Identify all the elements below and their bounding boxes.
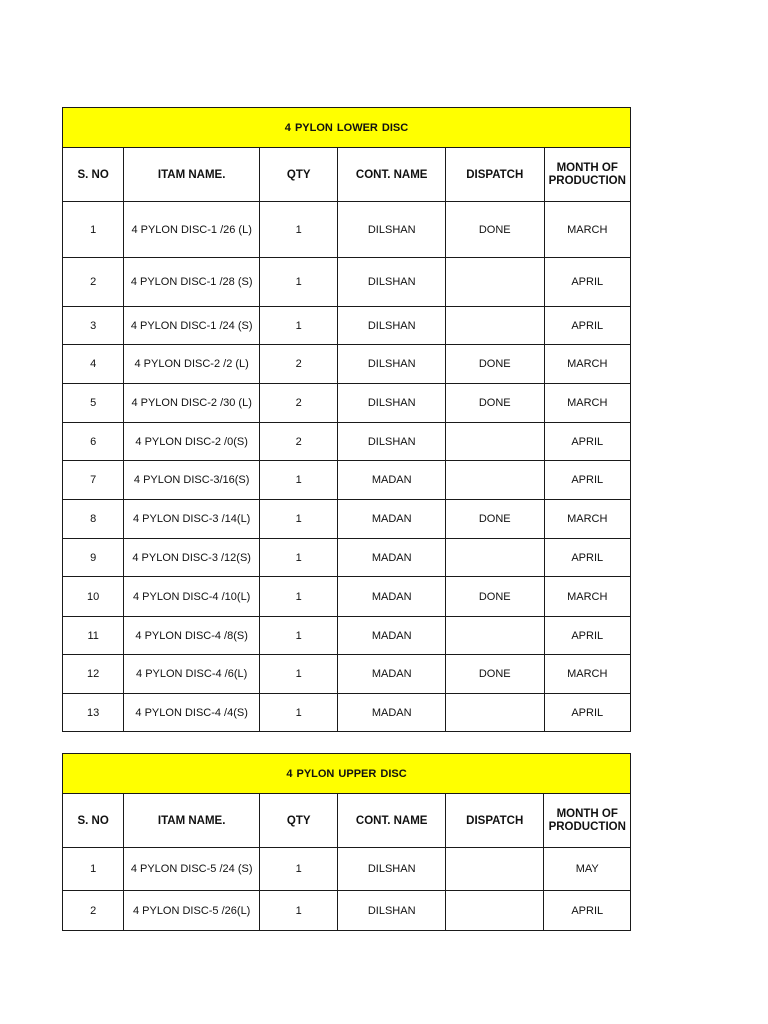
qty-cell[interactable]: 1 <box>260 307 338 345</box>
dispatch-cell[interactable]: DONE <box>445 345 544 384</box>
lower-disc-body <box>63 108 631 732</box>
dispatch-cell[interactable] <box>445 539 544 577</box>
month-cell[interactable]: MARCH <box>544 202 631 258</box>
dispatch-cell[interactable] <box>445 617 544 655</box>
month-cell[interactable]: APRIL <box>544 617 631 655</box>
header-dispatch[interactable]: DISPATCH <box>445 148 544 202</box>
item-name-cell[interactable]: 4 PYLON DISC-3/16(S) <box>124 461 260 500</box>
table-row <box>63 891 631 931</box>
item-name-cell[interactable]: 4 PYLON DISC-3 /12(S) <box>124 539 260 577</box>
upper-disc-body <box>63 754 631 931</box>
month-cell[interactable]: APRIL <box>544 307 631 345</box>
sno-cell[interactable]: 9 <box>63 539 124 577</box>
month-cell[interactable]: APRIL <box>544 539 631 577</box>
cont-name-cell[interactable]: MADAN <box>338 500 446 539</box>
cont-name-cell[interactable]: DILSHAN <box>338 258 446 307</box>
table-row <box>63 307 631 345</box>
header-sno[interactable]: S. NO <box>63 148 124 202</box>
table-row <box>63 617 631 655</box>
header-item-name[interactable]: ITAM NAME. <box>124 794 260 848</box>
dispatch-cell[interactable]: DONE <box>445 384 544 423</box>
sno-cell[interactable]: 4 <box>63 345 124 384</box>
qty-cell[interactable]: 1 <box>260 500 338 539</box>
cont-name-cell[interactable]: DILSHAN <box>338 307 446 345</box>
cont-name-cell[interactable]: MADAN <box>338 655 446 694</box>
cont-name-cell[interactable]: DILSHAN <box>338 848 446 891</box>
month-cell[interactable]: MARCH <box>544 655 631 694</box>
cont-name-cell[interactable]: MADAN <box>338 577 446 617</box>
month-cell[interactable]: APRIL <box>544 891 631 931</box>
dispatch-cell[interactable] <box>445 694 544 732</box>
table-title-row <box>63 108 631 148</box>
month-cell[interactable]: MAY <box>544 848 631 891</box>
table-row <box>63 655 631 694</box>
sno-cell[interactable]: 2 <box>63 891 124 931</box>
qty-cell[interactable]: 1 <box>260 694 338 732</box>
qty-cell[interactable]: 2 <box>260 423 338 461</box>
item-name-cell[interactable]: 4 PYLON DISC-2 /30 (L) <box>124 384 260 423</box>
item-name-cell[interactable]: 4 PYLON DISC-2 /0(S) <box>124 423 260 461</box>
sno-cell[interactable]: 7 <box>63 461 124 500</box>
dispatch-cell[interactable]: DONE <box>445 577 544 617</box>
header-qty[interactable]: QTY <box>260 148 338 202</box>
qty-cell[interactable]: 2 <box>260 384 338 423</box>
cont-name-cell[interactable]: DILSHAN <box>338 345 446 384</box>
table-row <box>63 202 631 258</box>
table-row <box>63 694 631 732</box>
month-cell[interactable]: MARCH <box>544 384 631 423</box>
cont-name-cell[interactable]: DILSHAN <box>338 891 446 931</box>
dispatch-cell[interactable] <box>445 258 544 307</box>
dispatch-cell[interactable] <box>445 307 544 345</box>
sno-cell[interactable]: 5 <box>63 384 124 423</box>
item-name-cell[interactable]: 4 PYLON DISC-1 /24 (S) <box>124 307 260 345</box>
table-row <box>63 848 631 891</box>
cont-name-cell[interactable]: MADAN <box>338 694 446 732</box>
month-cell[interactable]: MARCH <box>544 345 631 384</box>
qty-cell[interactable]: 1 <box>260 617 338 655</box>
table-row <box>63 577 631 617</box>
sno-cell[interactable]: 11 <box>63 617 124 655</box>
qty-cell[interactable]: 1 <box>260 258 338 307</box>
sno-cell[interactable]: 8 <box>63 500 124 539</box>
month-cell[interactable]: APRIL <box>544 694 631 732</box>
table-title-row <box>63 754 631 794</box>
sno-cell[interactable]: 12 <box>63 655 124 694</box>
qty-cell[interactable]: 1 <box>260 539 338 577</box>
dispatch-cell[interactable]: DONE <box>445 202 544 258</box>
item-name-cell[interactable]: 4 PYLON DISC-4 /4(S) <box>124 694 260 732</box>
item-name-cell[interactable]: 4 PYLON DISC-2 /2 (L) <box>124 345 260 384</box>
sno-cell[interactable]: 2 <box>63 258 124 307</box>
month-cell[interactable]: APRIL <box>544 461 631 500</box>
qty-cell[interactable]: 1 <box>260 891 338 931</box>
header-sno[interactable]: S. NO <box>63 794 124 848</box>
header-month-of-production[interactable]: MONTH OF PRODUCTION <box>544 794 631 848</box>
item-name-cell[interactable]: 4 PYLON DISC-4 /8(S) <box>124 617 260 655</box>
upper-disc-table <box>62 753 631 931</box>
dispatch-cell[interactable] <box>445 461 544 500</box>
header-qty[interactable]: QTY <box>260 794 338 848</box>
dispatch-cell[interactable] <box>445 848 544 891</box>
sno-cell[interactable]: 1 <box>63 848 124 891</box>
qty-cell[interactable]: 1 <box>260 848 338 891</box>
item-name-cell[interactable]: 4 PYLON DISC-4 /10(L) <box>124 577 260 617</box>
header-row <box>63 148 631 202</box>
cont-name-cell[interactable]: DILSHAN <box>338 423 446 461</box>
lower-disc-table <box>62 107 631 732</box>
dispatch-cell[interactable] <box>445 891 544 931</box>
cont-name-cell[interactable]: MADAN <box>338 617 446 655</box>
table-row <box>63 423 631 461</box>
item-name-cell[interactable]: 4 PYLON DISC-1 /28 (S) <box>124 258 260 307</box>
dispatch-cell[interactable] <box>445 423 544 461</box>
dispatch-cell[interactable]: DONE <box>445 655 544 694</box>
qty-cell[interactable]: 1 <box>260 202 338 258</box>
dispatch-cell[interactable]: DONE <box>445 500 544 539</box>
header-cont-name[interactable]: CONT. NAME <box>338 148 446 202</box>
table-row <box>63 461 631 500</box>
month-cell[interactable]: MARCH <box>544 577 631 617</box>
header-item-name[interactable]: ITAM NAME. <box>124 148 260 202</box>
sno-cell[interactable]: 13 <box>63 694 124 732</box>
header-month-of-production[interactable]: MONTH OF PRODUCTION <box>544 148 631 202</box>
qty-cell[interactable]: 2 <box>260 345 338 384</box>
month-cell[interactable]: MARCH <box>544 500 631 539</box>
table-row <box>63 384 631 423</box>
header-dispatch[interactable]: DISPATCH <box>445 794 544 848</box>
cont-name-cell[interactable]: DILSHAN <box>338 384 446 423</box>
cont-name-cell[interactable]: MADAN <box>338 539 446 577</box>
cont-name-cell[interactable]: MADAN <box>338 461 446 500</box>
table-title[interactable]: 4 PYLON UPPER DISC <box>63 754 631 794</box>
item-name-cell[interactable]: 4 PYLON DISC-1 /26 (L) <box>124 202 260 258</box>
month-cell[interactable]: APRIL <box>544 258 631 307</box>
sno-cell[interactable]: 10 <box>63 577 124 617</box>
sno-cell[interactable]: 3 <box>63 307 124 345</box>
header-cont-name[interactable]: CONT. NAME <box>338 794 446 848</box>
cont-name-cell[interactable]: DILSHAN <box>338 202 446 258</box>
qty-cell[interactable]: 1 <box>260 655 338 694</box>
sno-cell[interactable]: 6 <box>63 423 124 461</box>
item-name-cell[interactable]: 4 PYLON DISC-5 /24 (S) <box>124 848 260 891</box>
table-title[interactable]: 4 PYLON LOWER DISC <box>63 108 631 148</box>
table-row <box>63 539 631 577</box>
qty-cell[interactable]: 1 <box>260 461 338 500</box>
table-row <box>63 258 631 307</box>
month-cell[interactable]: APRIL <box>544 423 631 461</box>
header-row <box>63 794 631 848</box>
item-name-cell[interactable]: 4 PYLON DISC-5 /26(L) <box>124 891 260 931</box>
table-row <box>63 345 631 384</box>
sno-cell[interactable]: 1 <box>63 202 124 258</box>
qty-cell[interactable]: 1 <box>260 577 338 617</box>
item-name-cell[interactable]: 4 PYLON DISC-4 /6(L) <box>124 655 260 694</box>
table-row <box>63 500 631 539</box>
item-name-cell[interactable]: 4 PYLON DISC-3 /14(L) <box>124 500 260 539</box>
